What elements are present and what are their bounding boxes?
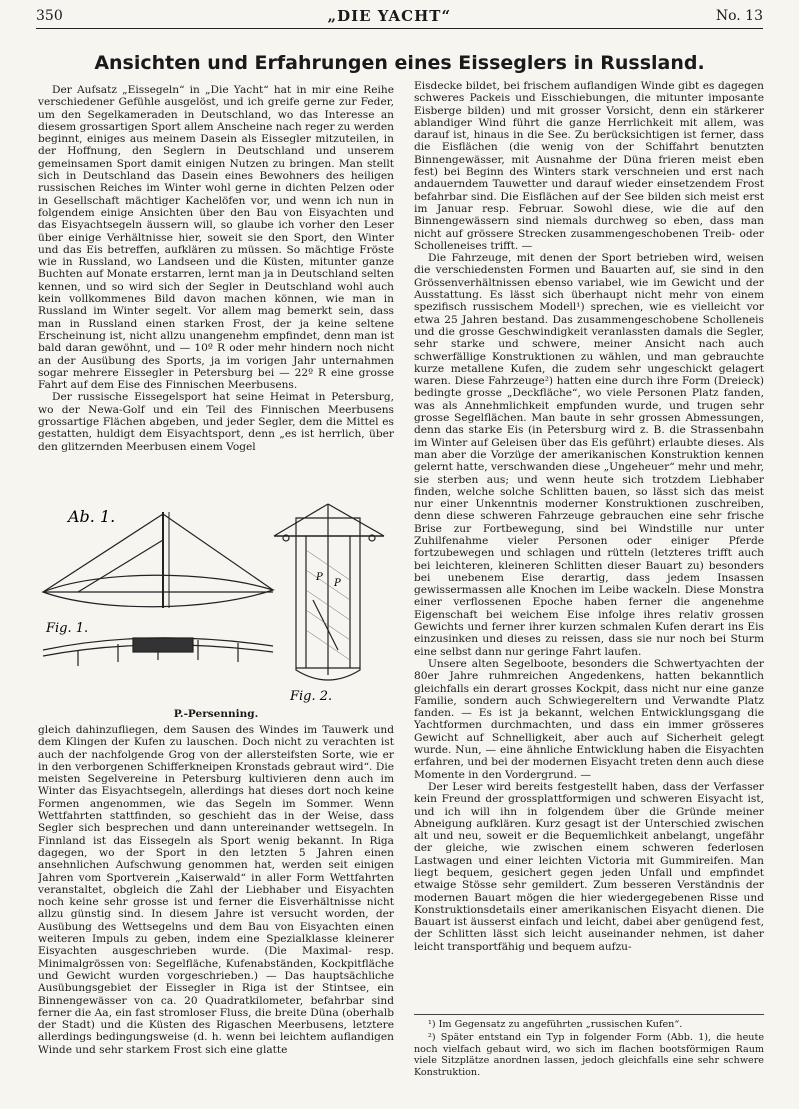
figure-caption: P.-Persenning.	[173, 708, 259, 720]
page-header	[36, 6, 763, 26]
column-1-bottom	[38, 724, 394, 1106]
label-p: P	[316, 572, 323, 583]
paragraph: Eisdecke bildet, bei frischem auflandigen Winde gibt es dagegen schweres Packeis und Eisschiebungen, die mitunter imposante Eisberge bilden) und mit grosser Vorsicht, denn ein stärkerer ablandiger Wind führt die ganze Herrlichkeit mit allem, was darauf ist, hinaus in die See. Zu berücksichtigen ist ferner, dass die Eisflächen (die wenig von der Schiffahrt benutzten Binnengewässer, mit Ausnahme der Düna frieren meist eben fest) bei Beginn des Winters stark verschneien und erst nach andauerndem Tauwetter und darauf wieder einsetzendem Frost befahrbar sind. Die Eisflächen auf der See bilden sich meist erst im Januar resp. Februar. Sowohl diese, wie die auf den Binnengewässern sind niemals durchweg so eben, dass man nicht auf grössere Strecken zusammengeschobenen Treib- oder Scholleneises trifft. —	[414, 80, 764, 252]
paragraph: Der Aufsatz „Eissegeln“ in „Die Yacht“ hat in mir eine Reihe verschiedener Gefühle ausgelöst, und ich greife gerne zur Feder, um den Segelkameraden in Deutschland, wo das Interesse an diesem grossartigen Sport allem Anscheine nach reger zu werden beginnt, einiges aus meinem Dasein als Eissegler mitzuteilen, in der Hoffnung, den Seglern in Deutschland und unserem gemeinsamen Sport damit einigen Nutzen zu bringen. Man stellt sich in Deutschland das Dasein eines Bewohners des heiligen russischen Reiches im Winter wohl gerne in dichten Pelzen oder in Gesellschaft mächtiger Kachelöfen vor, und wenn ich nun in folgendem einige Ansichten über den Bau von Eisyachten und das Eisyachtsegeln äussern will, so glaube ich vorher den Leser über einige Verhältnisse hier, soweit sie den Sport, den Winter und das Eis betreffen, aufklären zu müssen. So mächtige Fröste wie in Russland, wo Landseen und die Küsten, mitunter ganze Buchten auf Monate erstarren, lernt man ja in Deutschland selten kennen, und so wird sich der Segler in Deutschland wohl auch kein vollkommenes Bild davon machen können, wie man in Russland im Winter segelt. Vor allem mag bemerkt sein, dass man in Russland einen starken Frost, der ja keine seltene Erscheinung ist, nicht allzu unangenehm empfindet, denn man ist bald daran gewöhnt, und — 10º R oder mehr hindern noch nicht an der Ausübung des Sports, ja im vorigen Jahr unternahmen sogar mehrere Eissegler in Petersburg bei — 22º R eine grosse Fahrt auf dem Eise des Finnischen Meerbusens.	[38, 84, 394, 392]
magazine-title: „DIE YACHT“	[327, 7, 452, 25]
figure-ice-yacht	[38, 500, 394, 722]
paragraph: gleich dahinzufliegen, dem Sausen des Windes im Tauwerk und dem Klingen der Kufen zu lauschen. Doch nicht zu verachten ist auch der nachfolgende Grog von der allersteifsten Sorte, wie er in den verborgenen Schifferkneipen Kronstads gebraut wird“. Die meisten Segelvereine in Petersburg kultivieren denn auch im Winter das Eisyachtsegeln, allerdings hat dieses dort noch keine Formen angenommen, wie das Segeln im Sommer. Wenn Wettfahrten stattfinden, so geschieht das in der Weise, dass Segler sich besprechen und dann untereinander wettsegeln. In Finnland ist das Eissegeln als Sport wenig bekannt. In Riga dagegen, wo der Sport in den letzten 5 Jahren einen ansehnlichen Aufschwung genommen hat, werden seit einigen Jahren vom Sportverein „Kaiserwald“ in aller Form Wettfahrten veranstaltet, obgleich die Zahl der Liebhaber und Eisyachten noch keine sehr grosse ist und ferner die Eisverhältnisse nicht allzu günstig sind. In diesem Jahre ist versucht worden, der Ausübung des Wettsegelns und dem Bau von Eisyachten einen weiteren Impuls zu geben, indem eine Spezialklasse kleinerer Eisyachten ausgeschrieben wurde. (Die Maximal- resp. Minimalgrössen von: Segelfläche, Kufenabständen, Kockpitfläche und Gewicht wurden vorgeschrieben.) — Das hauptsächliche Ausübungsgebiet der Eissegler in Riga ist der Stintsee, ein Binnengewässer von ca. 20 Quadratkilometer, befahrbar sind ferner die Aa, ein fast stromloser Fluss, die breite Düna (oberhalb der Stadt) und die Küsten des Rigaschen Meerbusens, letztere allerdings bedingungsweise (d. h. wenn bei leichtem auflandigen Winde und sehr starkem Frost sich eine glatte	[38, 724, 394, 1056]
column-1-top	[38, 84, 394, 504]
paragraph: Die Fahrzeuge, mit denen der Sport betrieben wird, weisen die verschiedensten Formen und Bauarten auf, sie sind in den Grössenverhältnissen ebenso variabel, wie im Gewicht und der Ausstattung. Es lässt sich überhaupt nicht mehr von einem spezifisch russischem Modell¹) sprechen, wie es vielleicht vor etwa 25 Jahren bestand. Das zusammengeschobene Scholleneis und die grosse Geschwindigkeit veranlassten damals die Segler, sehr starke und schwere, meiner Ansicht nach auch schwerfällige Konstruktionen zu wählen, und man gebrauchte kurze metallene Kufen, die zudem sehr ungeschickt gelagert waren. Diese Fahrzeuge²) hatten eine durch ihre Form (Dreieck) bedingte grosse „Deckfläche“, wo viele Personen Platz fanden, was als Annehmlichkeit empfunden wurde, und trugen sehr grosse Segelflächen. Man baute in sehr grossen Abmessungen, denn das starke Eis (in Petersburg wird z. B. die Strassenbahn im Winter auf Geleisen über das Eis geführt) erlaubte dieses. Als man aber die Vorzüge der amerikanischen Konstruktion kennen gelernt hatte, verschwanden diese „Ungeheuer“ mehr und mehr, sie sterben aus; und wenn heute sich trotzdem Liebhaber finden, welche solche Schlitten bauen, so lässt sich das meist nur einer Unkenntnis moderner Konstruktionen zuschreiben, denn diese schweren Fahrzeuge gebrauchen eine sehr frische Brise zur Fortbewegung, sind bei Windstille nur unter Zuhilfenahme vieler Personen oder einiger Pferde fortzubewegen und schlagen und rütteln (letzteres trifft auch bei leichteren, kleineren Schlitten dieser Bauart zu) besonders bei unebenem Eise derartig, dass jedem Insassen gewissermassen alle Knochen im Leibe wackeln. Diese Monstra einer verflossenen Epoche haben ferner die angenehme Eigenschaft bei weichem Eise infolge ihres relativ grossen Gewichts und ferner ihrer kurzen schmalen Kufen derart ins Eis einzusinken und dieses zu reissen, dass sie nur noch bei Sturm eine selbst dann nur geringe Fahrt laufen.	[414, 252, 764, 658]
footnote: ¹) Im Gegensatz zu angeführten „russischen Kufen“.	[428, 1019, 683, 1030]
paragraph: Der russische Eissegelsport hat seine Heimat in Petersburg, wo der Newa-Golf und ein Teil des Finnischen Meerbusens grossartige Flächen abgeben, und jeder Segler, dem die Mittel es gestatten, huldigt dem Eisyachtsport, denn „es ist herrlich, über den glitzernden Meerbusen einem Vogel	[38, 391, 394, 453]
hull-outline	[43, 575, 273, 607]
footnotes	[414, 1014, 764, 1080]
paragraph: Der Leser wird bereits festgestellt haben, dass der Verfasser kein Freund der grossplattformigen und schweren Eisyacht ist, und ich will ihn in folgendem über die Gründe meiner Abneigung aufklären. Kurz gesagt ist der Unterschied zwischen alt und neu, soweit er die Bequemlichkeit anbelangt, ungefähr der gleiche, wie zwischen einem schweren federlosen Lastwagen und einer leichten Victoria mit Gummireifen. Man liegt bequem, gesichert gegen jeden Unfall und empfindet etwaige Stösse sehr gemildert. Zum besseren Verständnis der modernen Bauart mögen die hier wiedergegebenen Risse und Konstruktionsdetails einer amerikanischen Eisyacht dienen. Die Bauart ist äusserst einfach und leicht, dabei aber genügend fest, der Schlitten lässt sich leicht auseinander nehmen, ist daher leicht transportfähig und bequem aufzu-	[414, 780, 764, 953]
paragraph: Unsere alten Segelboote, besonders die Schwertyachten der 80er Jahre ruhmreichen Angedenkens, hatten bekanntlich gleichfalls ein derart grosses Kockpit, dass nicht nur eine ganze Familie, sondern auch Schwiegereltern und Verwandte Platz fanden. — Es ist ja bekannt, welchen Entwicklungsgang die Yachtformen durchmachten, und dass ein immer grösseres Gewicht auf Schnelligkeit, aber auch auf Sicherheit gelegt wurde. Nun, — eine ähnliche Entwicklung haben die Eisyachten erfahren, und bei der modernen Eisyacht treten denn auch diese Momente in den Vordergrund. —	[414, 657, 764, 781]
label-fig1: Fig. 1.	[46, 621, 89, 636]
article-title: Ansichten und Erfahrungen eines Eisseglers in Russland.	[94, 52, 705, 74]
label-p: P	[334, 578, 341, 589]
label-fig2: Fig. 2.	[290, 689, 333, 704]
issue-number: No. 13	[715, 8, 763, 24]
column-2	[414, 80, 764, 1008]
header-rule	[36, 28, 763, 29]
cockpit-persenning	[133, 638, 193, 652]
label-abb: Ab. 1.	[68, 507, 116, 526]
page-number: 350	[36, 8, 63, 24]
ice-yacht-drawing	[38, 500, 394, 722]
footnote: ²) Später entstand ein Typ in folgender Form (Abb. 1), die heute noch vielfach gebaut wird, wo sich im flachen bootsförmigen Raum viele Sitzplätze anordnen lassen, jedoch gleichfalls eine sehr schwere Konstruktion.	[414, 1032, 764, 1078]
